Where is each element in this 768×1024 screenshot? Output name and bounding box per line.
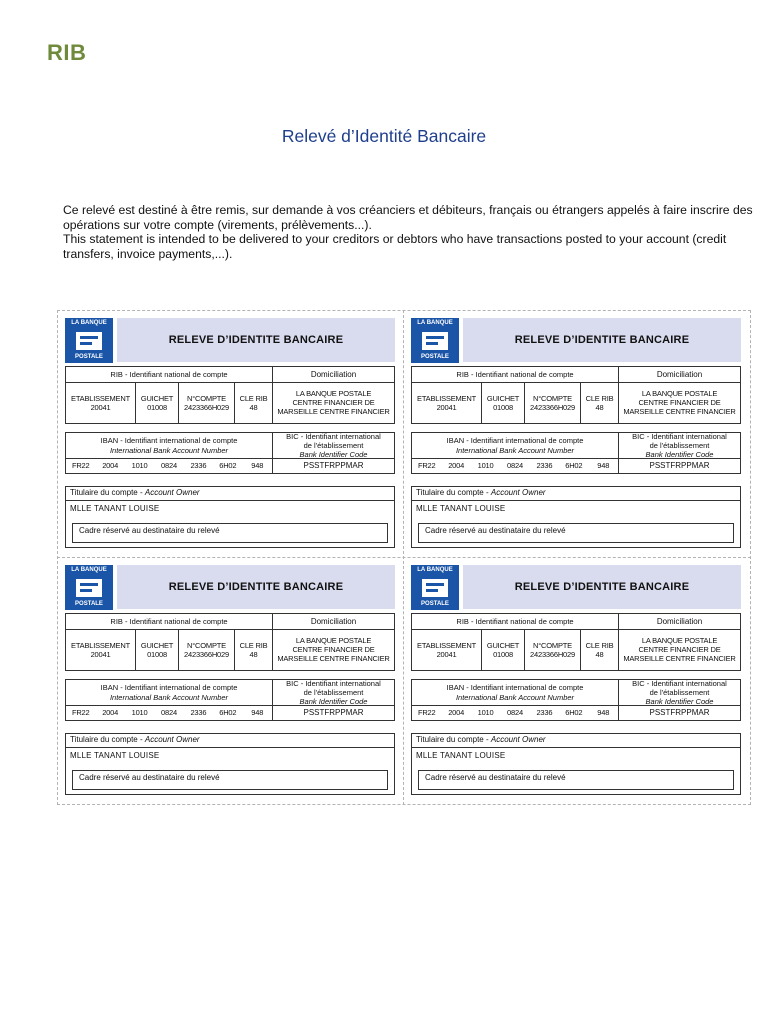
etablissement-cell <box>412 629 482 670</box>
bic-value: PSSTFRPPMAR <box>303 461 364 470</box>
iban-label-text: IBAN - Identifiant international de compte <box>100 435 238 445</box>
iban-part: 6H02 <box>565 461 583 470</box>
cle-rib-value: 48 <box>249 402 258 412</box>
cle-rib-value: 48 <box>595 402 604 412</box>
cle-rib-value: 48 <box>249 649 258 659</box>
iban-table <box>65 679 395 721</box>
guichet-label: GUICHET <box>486 640 520 650</box>
owner-label-en: Account Owner <box>490 735 546 744</box>
iban-label <box>412 433 619 458</box>
domiciliation-line: LA BANQUE POSTALE <box>641 636 718 645</box>
owner-box <box>411 486 741 548</box>
owner-name: MLLE TANANT LOUISE <box>70 504 160 513</box>
owner-label-en: Account Owner <box>144 488 200 497</box>
la-banque-postale-logo <box>411 318 459 363</box>
guichet-value: 01008 <box>147 402 167 412</box>
iban-part: 6H02 <box>565 708 583 717</box>
etablissement-cell <box>412 382 482 423</box>
iban-part: 1010 <box>131 461 148 470</box>
bic-label <box>619 680 740 705</box>
domiciliation-cell <box>273 382 394 423</box>
iban-part: 2336 <box>190 708 207 717</box>
cut-line <box>57 804 751 805</box>
owner-label-fr: Titulaire du compte - <box>416 488 489 497</box>
compte-value: 2423366H029 <box>184 402 229 412</box>
iban-part: 948 <box>251 461 264 470</box>
iban-value <box>66 458 273 473</box>
domiciliation-line: CENTRE FINANCIER DE <box>638 398 721 407</box>
iban-part: 0824 <box>161 461 177 470</box>
compte-value: 2423366H029 <box>530 402 575 412</box>
owner-label <box>416 488 546 497</box>
iban-part: 6H02 <box>219 461 237 470</box>
reserved-label: Cadre réservé au destinataire du relevé <box>425 773 566 782</box>
la-banque-postale-logo <box>65 565 113 610</box>
domiciliation-line: CENTRE FINANCIER DE <box>292 398 375 407</box>
rib-table <box>65 366 395 424</box>
compte-label: N°COMPTE <box>533 640 572 650</box>
cle-rib-label: CLE RIB <box>239 640 268 650</box>
domiciliation-header: Domiciliation <box>310 617 357 626</box>
cle-rib-label: CLE RIB <box>239 393 268 403</box>
cut-line <box>57 310 58 805</box>
iban-label-text: IBAN - Identifiant international de compte <box>446 435 584 445</box>
domiciliation-cell <box>273 629 394 670</box>
etablissement-cell <box>66 382 136 423</box>
owner-label-en: Account Owner <box>144 735 200 744</box>
bic-label-text: de l'établissement <box>649 441 710 450</box>
domiciliation-line: CENTRE FINANCIER DE <box>292 645 375 654</box>
iban-part: 1010 <box>477 708 494 717</box>
bic-sub-label: Bank Identifier Code <box>645 450 714 459</box>
etablissement-value: 20041 <box>90 649 111 659</box>
iban-sub-label: International Bank Account Number <box>455 692 575 702</box>
owner-label-fr: Titulaire du compte - <box>70 488 143 497</box>
bic-label-text: de l'établissement <box>649 688 710 697</box>
domiciliation-line: LA BANQUE POSTALE <box>295 389 372 398</box>
bic-value: PSSTFRPPMAR <box>649 461 710 470</box>
compte-cell <box>525 629 581 670</box>
cle-rib-value: 48 <box>595 649 604 659</box>
iban-part: 2336 <box>190 461 207 470</box>
bic-label <box>273 433 394 458</box>
document-title: Relevé d’Identité Bancaire <box>281 126 487 146</box>
guichet-cell <box>482 382 525 423</box>
iban-part: FR22 <box>417 461 436 470</box>
bic-label-text: BIC - Identifiant international <box>286 432 381 441</box>
iban-part: 2336 <box>536 461 553 470</box>
rib-header: RIB - Identifiant national de compte <box>66 614 273 629</box>
rib-header: RIB - Identifiant national de compte <box>412 614 619 629</box>
guichet-label: GUICHET <box>140 393 174 403</box>
domiciliation-header: Domiciliation <box>656 370 703 379</box>
rib-header: RIB - Identifiant national de compte <box>66 367 273 382</box>
bic-label-text: BIC - Identifiant international <box>286 679 381 688</box>
guichet-value: 01008 <box>147 649 167 659</box>
rib-table <box>65 613 395 671</box>
guichet-cell <box>482 629 525 670</box>
iban-label-text: IBAN - Identifiant international de compte <box>446 682 584 692</box>
rib-header: RIB - Identifiant national de compte <box>412 367 619 382</box>
guichet-value: 01008 <box>493 649 513 659</box>
bic-label-text: de l'établissement <box>303 441 364 450</box>
bic-value: PSSTFRPPMAR <box>303 708 364 717</box>
etablissement-value: 20041 <box>436 402 457 412</box>
card-title: RELEVE D’IDENTITE BANCAIRE <box>463 318 741 362</box>
compte-cell <box>525 382 581 423</box>
iban-sub-label: International Bank Account Number <box>109 692 229 702</box>
owner-label <box>70 735 200 744</box>
compte-label: N°COMPTE <box>187 393 226 403</box>
card-title: RELEVE D’IDENTITE BANCAIRE <box>117 318 395 362</box>
owner-name: MLLE TANANT LOUISE <box>416 504 506 513</box>
owner-label <box>70 488 200 497</box>
iban-table <box>411 679 741 721</box>
guichet-label: GUICHET <box>486 393 520 403</box>
iban-part: 2004 <box>102 708 119 717</box>
logo-text-bottom: POSTALE <box>421 354 449 360</box>
iban-label-text: IBAN - Identifiant international de compte <box>100 682 238 692</box>
domiciliation-line: CENTRE FINANCIER DE <box>638 645 721 654</box>
guichet-label: GUICHET <box>140 640 174 650</box>
iban-part: 2336 <box>536 708 553 717</box>
la-banque-postale-logo <box>411 565 459 610</box>
guichet-cell <box>136 382 179 423</box>
owner-label-en: Account Owner <box>490 488 546 497</box>
cle-rib-label: CLE RIB <box>585 393 614 403</box>
iban-value <box>412 705 619 720</box>
iban-part: 0824 <box>507 461 523 470</box>
intro-text <box>63 203 753 261</box>
card-title: RELEVE D’IDENTITE BANCAIRE <box>117 565 395 609</box>
cle-rib-cell <box>581 629 619 670</box>
iban-part: 948 <box>597 708 610 717</box>
logo-text-bottom: POSTALE <box>75 601 103 607</box>
domiciliation-line: MARSEILLE CENTRE FINANCIER <box>277 654 390 663</box>
owner-box <box>65 486 395 548</box>
iban-part: 0824 <box>161 708 177 717</box>
bic-label-text: BIC - Identifiant international <box>632 432 727 441</box>
cle-rib-cell <box>581 382 619 423</box>
iban-label <box>66 680 273 705</box>
postal-bird-icon <box>422 332 448 350</box>
reserved-label: Cadre réservé au destinataire du relevé <box>79 773 220 782</box>
domiciliation-cell <box>619 629 740 670</box>
cle-rib-label: CLE RIB <box>585 640 614 650</box>
iban-label <box>66 433 273 458</box>
etablissement-label: ETABLISSEMENT <box>417 640 476 650</box>
domiciliation-header: Domiciliation <box>310 370 357 379</box>
domiciliation-line: LA BANQUE POSTALE <box>641 389 718 398</box>
iban-part: 2004 <box>102 461 119 470</box>
domiciliation-line: MARSEILLE CENTRE FINANCIER <box>277 407 390 416</box>
reserved-box <box>72 523 388 543</box>
owner-name: MLLE TANANT LOUISE <box>70 751 160 760</box>
rib-card <box>405 310 741 542</box>
bic-label <box>273 680 394 705</box>
cut-line <box>750 310 751 805</box>
iban-sub-label: International Bank Account Number <box>109 445 229 455</box>
rib-card <box>59 310 395 542</box>
rib-table <box>411 366 741 424</box>
domiciliation-line: LA BANQUE POSTALE <box>295 636 372 645</box>
iban-part: 0824 <box>507 708 523 717</box>
postal-bird-icon <box>76 579 102 597</box>
card-title: RELEVE D’IDENTITE BANCAIRE <box>463 565 741 609</box>
logo-text-top: LA BANQUE <box>71 320 107 326</box>
logo-text-top: LA BANQUE <box>417 320 453 326</box>
iban-part: 1010 <box>131 708 148 717</box>
la-banque-postale-logo <box>65 318 113 363</box>
bic-label <box>619 433 740 458</box>
iban-value <box>66 705 273 720</box>
compte-label: N°COMPTE <box>187 640 226 650</box>
bic-sub-label: Bank Identifier Code <box>645 697 714 706</box>
etablissement-label: ETABLISSEMENT <box>71 640 130 650</box>
bic-sub-label: Bank Identifier Code <box>299 450 368 459</box>
rib-card <box>405 557 741 789</box>
logo-text-bottom: POSTALE <box>75 354 103 360</box>
compte-label: N°COMPTE <box>533 393 572 403</box>
bic-sub-label: Bank Identifier Code <box>299 697 368 706</box>
iban-part: 948 <box>251 708 264 717</box>
reserved-label: Cadre réservé au destinataire du relevé <box>425 526 566 535</box>
etablissement-value: 20041 <box>436 649 457 659</box>
domiciliation-cell <box>619 382 740 423</box>
reserved-box <box>72 770 388 790</box>
iban-part: 6H02 <box>219 708 237 717</box>
etablissement-cell <box>66 629 136 670</box>
compte-value: 2423366H029 <box>184 649 229 659</box>
rib-card <box>59 557 395 789</box>
owner-box <box>411 733 741 795</box>
iban-part: 2004 <box>448 461 465 470</box>
bic-value: PSSTFRPPMAR <box>649 708 710 717</box>
iban-table <box>65 432 395 474</box>
reserved-box <box>418 770 734 790</box>
reserved-label: Cadre réservé au destinataire du relevé <box>79 526 220 535</box>
owner-label-fr: Titulaire du compte - <box>416 735 489 744</box>
iban-part: 948 <box>597 461 610 470</box>
domiciliation-line: MARSEILLE CENTRE FINANCIER <box>623 407 736 416</box>
iban-table <box>411 432 741 474</box>
owner-box <box>65 733 395 795</box>
logo-text-top: LA BANQUE <box>71 567 107 573</box>
iban-sub-label: International Bank Account Number <box>455 445 575 455</box>
iban-part: FR22 <box>71 461 90 470</box>
cle-rib-cell <box>235 382 273 423</box>
rib-sheet <box>57 310 751 805</box>
cut-line <box>403 310 404 805</box>
compte-cell <box>179 382 235 423</box>
iban-value <box>412 458 619 473</box>
etablissement-value: 20041 <box>90 402 111 412</box>
postal-bird-icon <box>422 579 448 597</box>
bic-label-text: BIC - Identifiant international <box>632 679 727 688</box>
domiciliation-line: MARSEILLE CENTRE FINANCIER <box>623 654 736 663</box>
etablissement-label: ETABLISSEMENT <box>417 393 476 403</box>
intro-english: This statement is intended to be delivered to your creditors or debtors who have transactions posted to your account (credit transfers, invoice payments,...). <box>63 232 727 261</box>
reserved-box <box>418 523 734 543</box>
intro-french: Ce relevé est destiné à être remis, sur demande à vos créanciers et débiteurs, français ou étrangers appelés à faire inscrire des opérations sur votre compte (virements, prélèvements...). <box>63 203 753 232</box>
guichet-value: 01008 <box>493 402 513 412</box>
guichet-cell <box>136 629 179 670</box>
iban-part: 1010 <box>477 461 494 470</box>
compte-value: 2423366H029 <box>530 649 575 659</box>
iban-part: 2004 <box>448 708 465 717</box>
domiciliation-header: Domiciliation <box>656 617 703 626</box>
document-tag: RIB <box>47 40 87 65</box>
owner-name: MLLE TANANT LOUISE <box>416 751 506 760</box>
rib-table <box>411 613 741 671</box>
bic-label-text: de l'établissement <box>303 688 364 697</box>
etablissement-label: ETABLISSEMENT <box>71 393 130 403</box>
logo-text-top: LA BANQUE <box>417 567 453 573</box>
postal-bird-icon <box>76 332 102 350</box>
iban-part: FR22 <box>71 708 90 717</box>
iban-part: FR22 <box>417 708 436 717</box>
owner-label <box>416 735 546 744</box>
iban-label <box>412 680 619 705</box>
compte-cell <box>179 629 235 670</box>
cle-rib-cell <box>235 629 273 670</box>
owner-label-fr: Titulaire du compte - <box>70 735 143 744</box>
logo-text-bottom: POSTALE <box>421 601 449 607</box>
